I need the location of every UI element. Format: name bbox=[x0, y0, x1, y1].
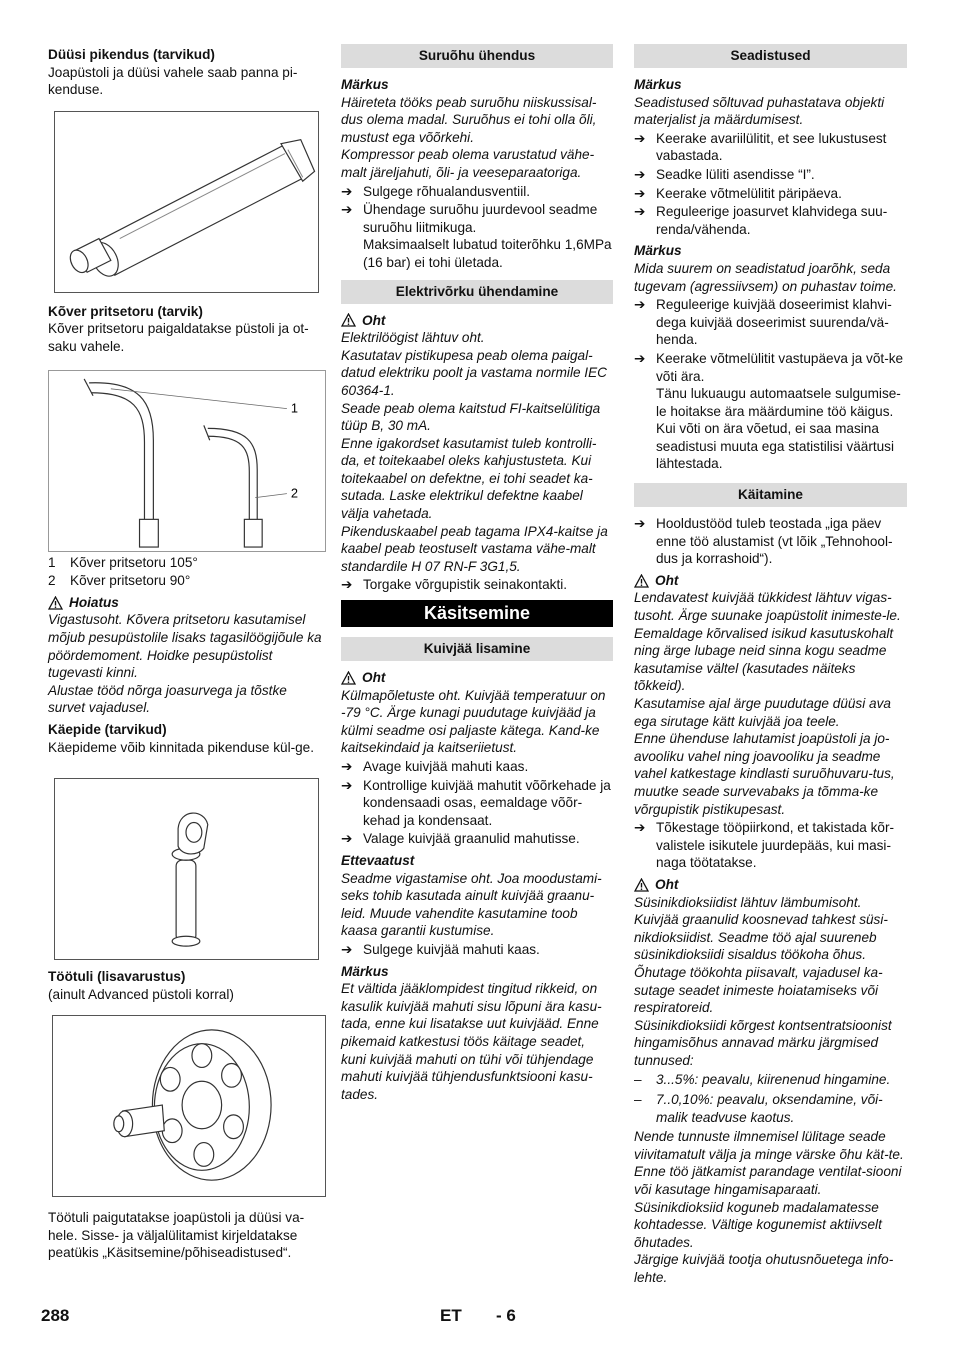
danger-line-3: Seade peab olema kaitstud FI-kaitselülitiga tüüp B, 30 mA. bbox=[341, 400, 601, 434]
section-title-handle: Käepide (tarvikud) bbox=[48, 721, 167, 737]
symptom-item-2: – 7..0,10%: peavalu, oksendamine, või-malik teadvuse kaotus. bbox=[634, 1092, 883, 1125]
section-sub-work-light: (ainult Advanced püstoli korral) bbox=[48, 986, 234, 1002]
arrow-icon: ➔ bbox=[634, 297, 646, 313]
step-remove-key: ➔ Keerake võtmelülitit vastupäeva ja võt-ke võti ära. bbox=[634, 350, 904, 384]
arrow-icon: ➔ bbox=[341, 831, 353, 847]
step-switch-on: ➔ Seadke lüliti asendisse “I”. bbox=[634, 166, 815, 182]
lance-legend bbox=[48, 554, 326, 590]
danger-line-5: Pikenduskaabel peab tagama IPX4-kaitse ja kaabel peab teostuselt vastama vähe-malt standardile H 07 RN-F 3G1,5. bbox=[341, 523, 608, 574]
tail-line-2: Süsinikdioksiid koguneb madalamatesse kohtadesse. Vältige kogunemist aktiivselt õhutades. bbox=[634, 1199, 882, 1250]
section-text-handle: Käepideme võib kinnitada pikenduse kül-ge. bbox=[48, 739, 315, 755]
step-plug-in: ➔ Torgake võrgupistik seinakontakti. bbox=[341, 577, 568, 593]
figure-handle bbox=[54, 778, 319, 960]
step-connect-air: ➔ Ühendage suruõhu juurdevool seadme suruõhu liitmikuga. bbox=[341, 202, 598, 235]
danger2-line-3: Süsinikdioksiidi kõrgest kontsentratsioonist hingamisõhus annavad märku järgmised tunnused: bbox=[634, 1017, 892, 1068]
step-remove-key-extra-2: Kui võti on ära võetud, ei saa masina seadistusi muuta ega statistilisi väärtusi lähtestada. bbox=[656, 421, 894, 472]
danger-line-2: Kasutatav pistikupesa peab olema paigal-datud elektriku poolt ja vastama normile IEC 60364-1. bbox=[341, 347, 607, 398]
figure-curved-lances bbox=[48, 370, 326, 552]
arrow-icon: ➔ bbox=[341, 777, 353, 793]
section-text-curved-lance: Kõver pritsetoru paigaldatakse püstoli ja ot-saku vahele. bbox=[48, 321, 309, 354]
note-title-2: Märkus bbox=[634, 243, 682, 259]
warning-triangle-icon bbox=[634, 574, 649, 588]
danger1-line-3: Enne ühenduse lahutamist joapüstoli ja jo-avooliku vahel ning joavooliku ja seadme vahel katkestage kindlasti suruõhuvaru-tus, muutke seade survevabaks ja tõmma-ke võrgupistik pistikupesast. bbox=[634, 731, 895, 817]
column-3 bbox=[634, 44, 907, 1287]
step-key-clockwise: ➔ Keerake võtmelülitit päripäeva. bbox=[634, 185, 842, 201]
note-text-1: Seadistused sõltuvad puhastatava objekti materjalist ja määrdumisest. bbox=[634, 94, 885, 128]
warning-triangle-icon bbox=[48, 596, 63, 610]
note-title-2: Märkus bbox=[341, 963, 389, 979]
note-text-2: Et vältida jääklompidest tingitud rikkeid, on kasulik kuivjää mahuti sisu lõpuni ära kasu-tada, enne kui lisatakse uut kuivjääd. Enne pikemaid katkestusi töös käitage seadet, kuni kuivjää mahuti on tühi või tühjendage mahuti kuivjää tühjendusfunktsiooni kasu-tades. bbox=[341, 981, 602, 1102]
section-text-work-light: Töötuli paigutatakse joapüstoli ja düüsi va-hele. Sisse- ja väljalülitamist kirjeldatakse peatükis „Käsitsemine/põhiseadistused“. bbox=[48, 1210, 305, 1261]
tail-line-3: Järgige kuivjää tootja ohutusnõuetega info-lehte. bbox=[634, 1252, 894, 1285]
curved-lances-illustration bbox=[49, 371, 325, 551]
danger1-line-2: Kasutamise ajal ärge puudutage düüsi ava ega sirutage kätt kuivjää joa teele. bbox=[634, 696, 891, 729]
step-adjust-pressure: ➔ Reguleerige joasurvet klahvidega suu-renda/vähenda. bbox=[634, 204, 888, 237]
warning-text-1: Vigastusoht. Kõvera pritsetoru kasutamisel mõjub pesupüstolile lisaks tagasilöögijõule ka pöördemoment. Hoidke pesupüstolist tugevasti kinni. bbox=[48, 612, 322, 681]
danger-line-4: Enne igakordset kasutamist tuleb kontrolli-da, et toitekaabel oleks kahjustusteta. Kui toitekaabel on defektne, ei tohi seadet ka-sutada. Laske elektrikul defektne kaabel välja vahetada. bbox=[341, 435, 597, 522]
arrow-icon: ➔ bbox=[341, 183, 353, 199]
danger-text-2: Külmapõletuste oht. Kuivjää temperatuur on -79 °C. Ärge kunagi puudutage kuivjääd ja külmi seadme osi paljaste kätega. Kand-ke kaitsekindaid ja kaitseriietust. bbox=[341, 687, 606, 756]
danger-heading-1: Oht bbox=[634, 572, 907, 590]
note-text-1a: Häireteta tööks peab suruõhu niiskussisal-dus olema madal. Suruõhus ei tohi olla õli, mustust ega võõrkehi. bbox=[341, 94, 597, 145]
arrow-icon: ➔ bbox=[634, 820, 646, 836]
step-close-valve: ➔ Sulgege rõhualandusventiil. bbox=[341, 183, 531, 199]
note-text-1b: Kompressor peab olema varustatud vähe-malt järeljahuti, õli- ja veeseparaatoriga. bbox=[341, 147, 595, 180]
arrow-icon: ➔ bbox=[341, 202, 353, 218]
handle-illustration bbox=[55, 779, 318, 959]
warning-heading: Hoiatus bbox=[48, 594, 326, 612]
warning-triangle-icon bbox=[634, 878, 649, 892]
symptom-item-1: – 3...5%: peavalu, kiirenenud hingamine. bbox=[634, 1072, 891, 1088]
column-1 bbox=[48, 44, 326, 1262]
step-fill-pellets: ➔ Valage kuivjää graanulid mahutisse. bbox=[341, 831, 580, 847]
step-check-container: ➔ Kontrollige kuivjää mahutit võõrkehade ja kondensaadi osas, eemaldage võõr-kehad ja kondensaat. bbox=[341, 777, 611, 828]
caution-title: Ettevaatust bbox=[341, 852, 415, 868]
danger2-line-1: Süsinikdioksiidist lähtuv lämbumisoht. bbox=[634, 894, 862, 910]
step-adjust-dosing: ➔ Reguleerige kuivjää doseerimist klahvi-dega kuivjää doseerimist suurenda/vä-henda. bbox=[634, 297, 892, 348]
caution-text: Seadme vigastamise oht. Joa moodustami-seks tohib kasutada ainult kuivjää graanu-leid. Muude vahendite kasutamine toob kaasa garantii kustumise. bbox=[341, 870, 602, 939]
sub-page-number: - 6 bbox=[496, 1306, 516, 1325]
bar-add-dry-ice: Kuivjää lisamine bbox=[341, 637, 613, 661]
bar-operation: Käitamine bbox=[634, 483, 907, 507]
note-title-1: Märkus bbox=[341, 77, 389, 92]
danger1-line-1: Lendavatest kuivjää tükkidest lähtuv vigas-tusoht. Ärge suunake joapüstolit inimeste-le. Eemaldage kõrvalised isikud kasutuskohalt ning ärge lubage neid sinna kogu seadme kasutamise vältel (kasutades näiteks tõkkeid). bbox=[634, 590, 901, 694]
step-close-lid: ➔ Sulgege kuivjää mahuti kaas. bbox=[341, 941, 540, 957]
warning-text-2: Alustae tööd nõrga joasurvega ja tõstke survet vajadusel. bbox=[48, 682, 287, 716]
section-title-nozzle-extension: Düüsi pikendus (tarvikud) bbox=[48, 47, 215, 62]
section-text-nozzle-extension: Joapüstoli ja düüsi vahele saab panna pi-kenduse. bbox=[48, 64, 298, 98]
column-2 bbox=[341, 44, 613, 1103]
step-connect-air-extra: Maksimaalselt lubatud toiterõhku 1,6MPa (16 bar) ei tohi ületada. bbox=[363, 237, 612, 270]
step-secure-area: ➔ Tõkestage tööpiirkond, et takistada kõr-valistele isikutele juurdepääs, kui masi-naga töötatakse. bbox=[634, 820, 895, 871]
step-open-lid: ➔ Avage kuivjää mahuti kaas. bbox=[341, 759, 529, 774]
bar-compressed-air: Suruõhu ühendus bbox=[341, 44, 613, 68]
section-title-work-light: Töötuli (lisavarustus) bbox=[48, 969, 186, 985]
fig-label-2: 2 bbox=[290, 485, 299, 501]
tail-line-1: Nende tunnuste ilmnemisel lülitage seade viivitamatult välja ja minge värske õhu kät-te. Enne töö jätkamist parandage ventilat-siooni või kasutage hingamisaparaati. bbox=[634, 1129, 904, 1198]
work-light-illustration bbox=[53, 1016, 325, 1196]
danger-line-1: Elektrilöögist lähtuv oht. bbox=[341, 330, 485, 346]
arrow-icon: ➔ bbox=[634, 516, 646, 532]
fig-label-1: 1 bbox=[290, 400, 299, 416]
figure-work-light bbox=[52, 1015, 326, 1197]
arrow-icon: ➔ bbox=[634, 204, 646, 220]
arrow-icon: ➔ bbox=[634, 166, 646, 182]
section-title-curved-lance: Kõver pritsetoru (tarvik) bbox=[48, 303, 203, 319]
danger-heading-1: Oht bbox=[341, 312, 613, 330]
step-maintenance: ➔ Hooldustööd tuleb teostada „iga päev enne töö alustamist (vt lõik „Tehnohool-dus ja korrashoid“). bbox=[634, 516, 893, 567]
arrow-icon: ➔ bbox=[341, 941, 353, 957]
bar-settings: Seadistused bbox=[634, 44, 907, 68]
danger-heading-2: Oht bbox=[634, 876, 907, 894]
legend-item-2: 2 Kõver pritsetoru 90° bbox=[48, 573, 191, 589]
danger-heading-2: Oht bbox=[341, 669, 613, 687]
page-number: 288 bbox=[41, 1306, 70, 1325]
chapter-heading-operation: Käsitsemine bbox=[341, 600, 613, 627]
figure-nozzle-extension bbox=[54, 111, 319, 293]
arrow-icon: ➔ bbox=[341, 759, 353, 774]
arrow-icon: ➔ bbox=[341, 577, 353, 593]
nozzle-extension-illustration bbox=[55, 112, 318, 292]
danger2-line-2: Kuivjää graanulid koosnevad tahkest süsi-nikdioksiidist. Seadme töö ajal suureneb süsinikdioksiidi sisaldus töökoha õhus. Õhutage töökohta piisavalt, vajadusel ka-sutage seadet inimeste hoiatamiseks või respiratoreid. bbox=[634, 912, 888, 1016]
note-text-2: Mida suurem on seadistatud joarõhk, seda tugevam (agressiivsem) on puhastav toime. bbox=[634, 260, 897, 294]
legend-item-1: 1 Kõver pritsetoru 105° bbox=[48, 554, 198, 570]
step-emergency-switch: ➔ Keerake avariilülitit, et see lukustusest vabastada. bbox=[634, 130, 887, 164]
arrow-icon: ➔ bbox=[634, 185, 646, 201]
warning-triangle-icon bbox=[341, 671, 356, 685]
note-title-1: Märkus bbox=[634, 77, 682, 92]
warning-triangle-icon bbox=[341, 313, 356, 327]
step-remove-key-extra-1: Tänu lukuaugu automaatsele sulgumise-le hoitakse ära määrdumine töö käigus. bbox=[656, 386, 901, 419]
language-code: ET bbox=[440, 1306, 462, 1325]
bar-mains-connection: Elektrivõrku ühendamine bbox=[341, 280, 613, 304]
arrow-icon: ➔ bbox=[634, 350, 646, 366]
arrow-icon: ➔ bbox=[634, 130, 646, 146]
